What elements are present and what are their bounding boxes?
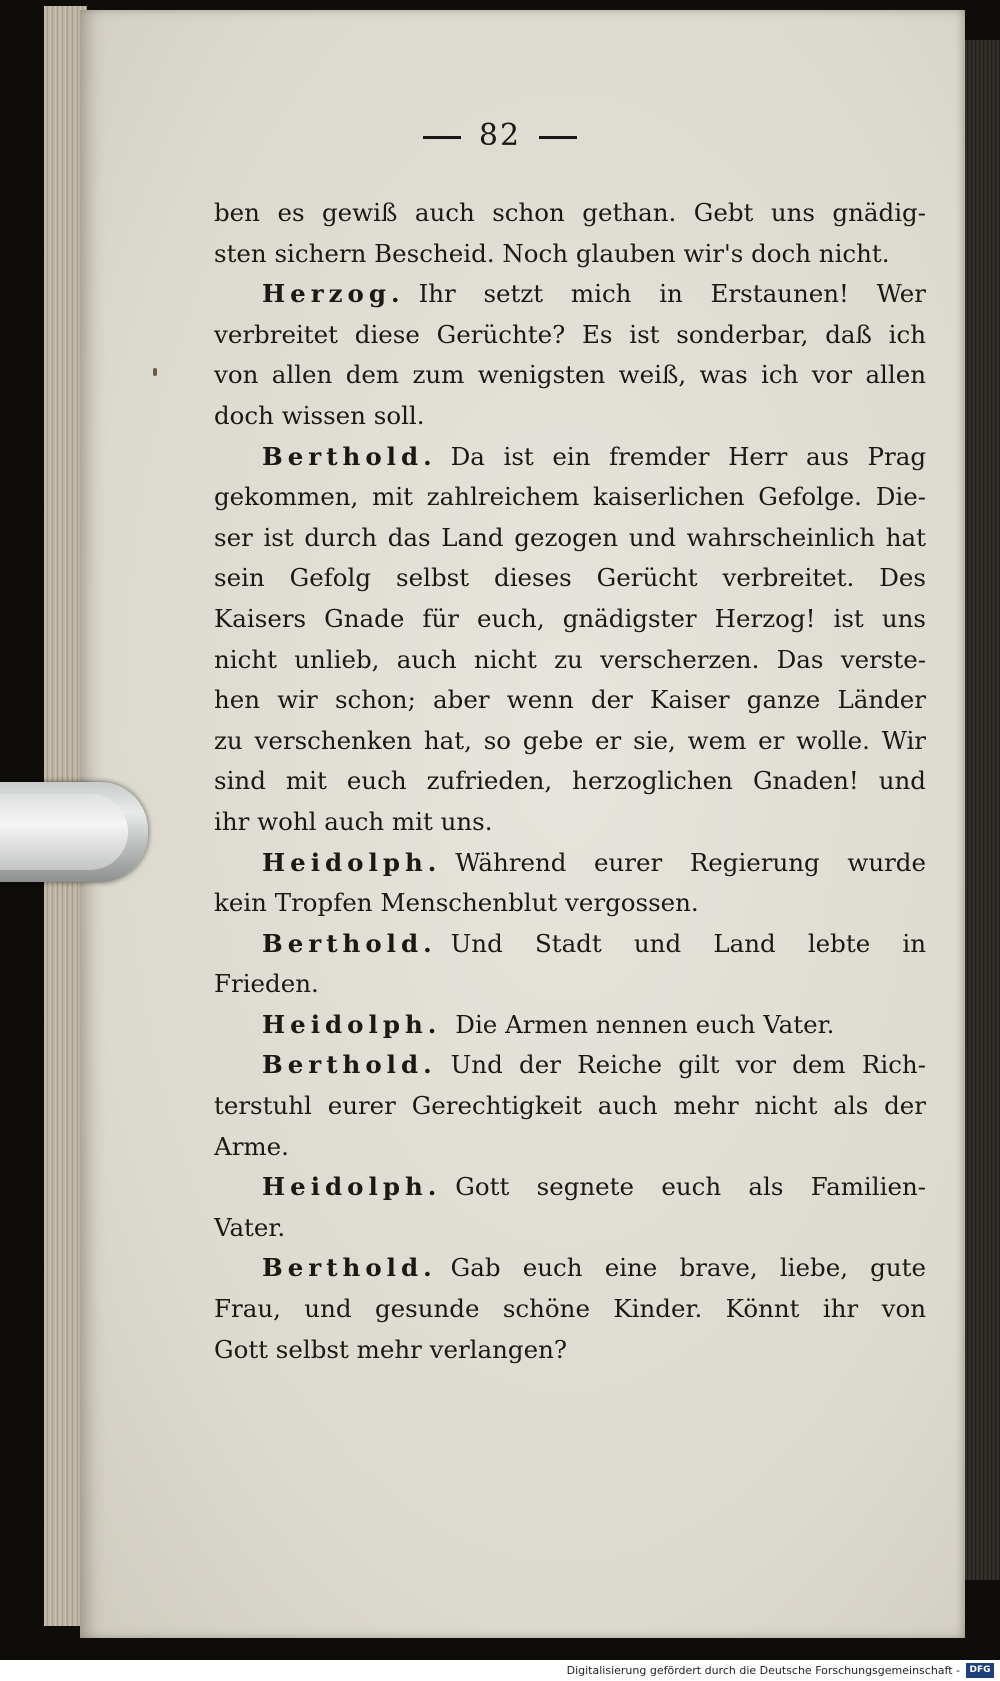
text-line [214, 355, 926, 396]
text-line [214, 843, 926, 884]
page-clip-highlight [0, 794, 128, 870]
speaker-name: Berthold. [262, 928, 437, 958]
body-text [214, 193, 926, 1370]
line-text: Vater. [214, 1212, 286, 1242]
speaker-name: Heidolph. [262, 847, 442, 877]
text-line [214, 518, 926, 559]
text-line [214, 396, 926, 437]
line-text: kein Tropfen Menschenblut vergossen. [214, 888, 699, 918]
text-line [214, 599, 926, 640]
text-line [214, 1127, 926, 1168]
line-text: ben es gewiß auch schon gethan. Gebt uns gnädig- [214, 198, 926, 227]
line-text: Gab euch eine brave, liebe, gute [450, 1253, 926, 1283]
line-text: gekommen, mit zahlreichem kaiserlichen Gefolge. Die- [214, 482, 926, 512]
page-number-value: 82 [478, 118, 522, 153]
line-text: terstuhl eurer Gerechtigkeit auch mehr nicht als der [214, 1091, 926, 1121]
line-text: Und der Reiche gilt vor dem Rich- [450, 1050, 926, 1080]
line-text: ser ist durch das Land gezogen und wahrscheinlich hat [214, 522, 926, 552]
text-line [214, 1330, 926, 1371]
line-text: Da ist ein fremder Herr aus Prag [450, 441, 926, 471]
line-text: zu verschenken hat, so gebe er sie, wem er wolle. Wir [214, 725, 926, 755]
text-line [214, 680, 926, 721]
line-text: doch wissen soll. [214, 400, 425, 430]
text-line [214, 1005, 926, 1046]
page-number-dash-right [539, 136, 577, 139]
page-number [0, 118, 1000, 153]
line-text: Die Armen nennen euch Vater. [455, 1009, 835, 1039]
text-line [214, 315, 926, 356]
speaker-name: Heidolph. [262, 1172, 442, 1202]
page-clip [0, 782, 148, 882]
line-text: hen wir schon; aber wenn der Kaiser ganze Länder [214, 685, 926, 715]
text-line [214, 1289, 926, 1330]
text-line [214, 558, 926, 599]
text-line [214, 477, 926, 518]
right-page-stack [964, 40, 1000, 1580]
line-text: Frau, und gesunde schöne Kinder. Könnt ihr von [214, 1294, 926, 1324]
line-text: sten sichern Bescheid. Noch glauben wir's doch nicht. [214, 238, 890, 268]
line-text: von allen dem zum wenigsten weiß, was ich vor allen [214, 360, 926, 390]
text-line [214, 640, 926, 681]
text-line [214, 274, 926, 315]
text-line [214, 1248, 926, 1289]
line-text: sein Gefolg selbst dieses Gerücht verbreitet. Des [214, 563, 926, 593]
line-text: nicht unlieb, auch nicht zu verscherzen. Das verste- [214, 644, 926, 674]
footer-bar [0, 1660, 1000, 1681]
line-text: Arme. [214, 1131, 289, 1161]
text-line [214, 234, 926, 275]
speaker-name: Heidolph. [262, 1009, 442, 1039]
text-line [214, 761, 926, 802]
text-line [214, 437, 926, 478]
line-text: Und Stadt und Land lebte in [450, 928, 926, 958]
paper-speck [153, 368, 157, 376]
line-text: ihr wohl auch mit uns. [214, 806, 493, 836]
line-text: Während eurer Regierung wurde [455, 847, 926, 877]
text-line [214, 1086, 926, 1127]
line-text: Gott selbst mehr verlangen? [214, 1334, 567, 1364]
text-line [214, 193, 926, 234]
dfg-logo: DFG [966, 1663, 994, 1678]
text-line [214, 1045, 926, 1086]
text-line [214, 964, 926, 1005]
text-line [214, 1167, 926, 1208]
text-line [214, 802, 926, 843]
text-line [214, 924, 926, 965]
line-text: Frieden. [214, 969, 319, 999]
speaker-name: Berthold. [262, 1253, 437, 1283]
line-text: Ihr setzt mich in Erstaunen! Wer [418, 279, 926, 309]
text-line [214, 1208, 926, 1249]
line-text: verbreitet diese Gerüchte? Es ist sonderbar, daß ich [214, 319, 926, 349]
line-text: sind mit euch zufrieden, herzoglichen Gnaden! und [214, 766, 926, 796]
line-text: Gott segnete euch als Familien- [455, 1172, 926, 1202]
text-line [214, 721, 926, 762]
speaker-name: Berthold. [262, 441, 437, 471]
text-line [214, 883, 926, 924]
page-number-dash-left [423, 136, 461, 139]
footer-credit: Digitalisierung gefördert durch die Deutsche Forschungsgemeinschaft - [566, 1664, 960, 1677]
speaker-name: Berthold. [262, 1050, 437, 1080]
line-text: Kaisers Gnade für euch, gnädigster Herzog! ist uns [214, 603, 926, 633]
speaker-name: Herzog. [262, 279, 405, 309]
